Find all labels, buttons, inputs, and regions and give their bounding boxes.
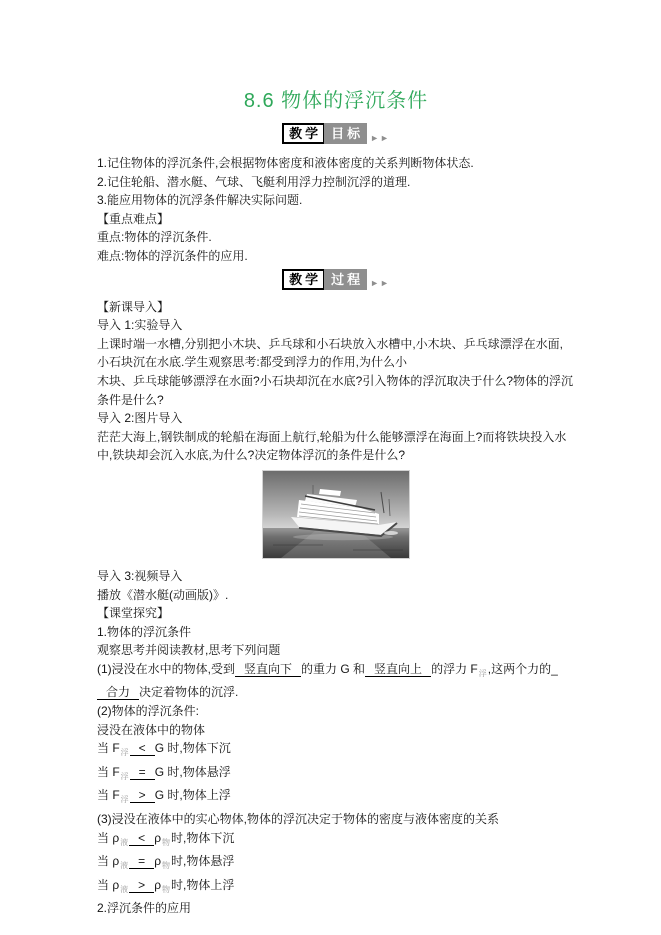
answer-blank: 竖直向下 (235, 662, 301, 677)
double-arrow-icon: ►► (370, 278, 390, 289)
text-run: 当 ρ (97, 830, 120, 845)
ship-photo-graphic (263, 471, 409, 558)
text-run: 重点:物体的浮沉条件. (97, 230, 212, 245)
teaching-goal-badge-row (97, 123, 575, 144)
text-run: 决定着物体的沉浮. (139, 685, 239, 700)
teaching-goal-badge (282, 123, 367, 144)
subscript-label: 液 (120, 861, 129, 871)
text-run: G 时,物体上浮 (154, 788, 231, 803)
text-line (97, 604, 575, 623)
text-line (97, 335, 575, 354)
text-run: 【重点难点】 (97, 211, 170, 226)
text-run: 3.能应用物体的沉浮条件解决实际问题. (97, 193, 303, 208)
text-run: 当 ρ (97, 854, 120, 869)
text-run: 【课堂探究】 (97, 606, 170, 621)
text-run: ρ (154, 877, 162, 892)
text-run: 茫茫大海上,钢铁制成的轮船在海面上航行,轮船为什么能够漂浮在海面上?而将铁块投入水 (97, 429, 567, 444)
text-run: 观察思考并阅读教材,思考下列问题 (97, 643, 281, 658)
teaching-process-badge (282, 269, 367, 290)
text-line (97, 446, 575, 465)
text-run: 2.浮沉条件的应用 (97, 901, 192, 916)
explore-section (97, 567, 575, 918)
text-line (97, 154, 575, 173)
text-line (97, 786, 575, 810)
text-line (97, 739, 575, 763)
intro-section (97, 298, 575, 465)
text-run: 上课时端一水槽,分别把小木块、乒乓球和小石块放入水槽中,小木块、乒乓球漂浮在水面, (97, 336, 564, 351)
text-run: 小石块沉在水底.学生观察思考:都受到浮力的作用,为什么小 (97, 355, 408, 370)
text-run: 时,物体下沉 (171, 830, 235, 845)
text-line (97, 586, 575, 605)
text-line (97, 641, 575, 660)
text-run: 木块、乒乓球能够漂浮在水面?小石块却沉在水底?引入物体的浮沉取决于什么?物体的浮沉 (97, 373, 574, 388)
subscript-label: 物 (162, 884, 171, 894)
text-line (97, 316, 575, 335)
answer-blank: 合力 (97, 685, 139, 700)
answer-blank: = (130, 765, 155, 780)
text-line (97, 228, 575, 247)
text-line (97, 173, 575, 192)
badge-label-right: 目标 (324, 123, 367, 144)
subscript-label: 液 (120, 884, 129, 894)
subscript-label: 浮 (120, 795, 129, 805)
badge-label-left: 教学 (282, 123, 325, 144)
text-line (97, 810, 575, 829)
answer-blank: > (130, 788, 155, 803)
text-run: 条件是什么? (97, 392, 164, 407)
subscript-label: 浮 (478, 668, 487, 678)
text-run: 时,物体悬浮 (171, 854, 235, 869)
text-line (97, 298, 575, 317)
text-line (97, 660, 575, 684)
badge-label-left: 教学 (282, 269, 325, 290)
text-line (97, 428, 575, 447)
text-run: 播放《潜水艇(动画版)》. (97, 587, 229, 602)
page-title: 8.6 物体的浮沉条件 (243, 90, 429, 112)
text-line (97, 876, 575, 900)
text-run: 难点:物体的浮沉条件的应用. (97, 248, 248, 263)
text-run: ρ (154, 854, 162, 869)
text-run: G 时,物体悬浮 (154, 764, 231, 779)
text-run: 导入 1:实验导入 (97, 318, 183, 333)
text-run: 的重力 G 和 (301, 661, 366, 676)
subscript-label: 液 (120, 837, 129, 847)
teaching-process-badge-row (97, 269, 575, 290)
text-run: 当 ρ (97, 877, 120, 892)
subscript-label: 浮 (120, 771, 129, 781)
text-line (97, 210, 575, 229)
text-line (97, 247, 575, 266)
text-line (97, 391, 575, 410)
text-line (97, 372, 575, 391)
answer-blank: 竖直向上 (365, 662, 431, 677)
text-line (97, 567, 575, 586)
text-run: 1.记住物体的浮沉条件,会根据物体密度和液体密度的关系判断物体状态. (97, 156, 474, 170)
text-line (97, 899, 575, 918)
subscript-label: 物 (162, 861, 171, 871)
text-line (97, 191, 575, 210)
text-run: G 时,物体下沉 (154, 741, 231, 756)
text-run: 导入 3:视频导入 (97, 568, 183, 583)
text-line (97, 623, 575, 642)
text-run: 1.物体的浮沉条件 (97, 624, 192, 639)
text-line (97, 683, 575, 702)
answer-blank: > (129, 878, 154, 893)
text-run: 的浮力 F (431, 661, 478, 676)
text-run: ρ (154, 830, 162, 845)
text-run: 浸没在液体中的物体 (97, 722, 206, 737)
text-run: 导入 2:图片导入 (97, 411, 183, 426)
text-run: 当 F (97, 741, 120, 756)
text-line (97, 353, 575, 372)
answer-blank: = (129, 854, 154, 869)
text-run: (2)物体的浮沉条件: (97, 704, 200, 719)
text-run: 【新课导入】 (97, 299, 170, 314)
text-line (97, 829, 575, 853)
text-line (97, 721, 575, 740)
cruise-ship-photo (262, 470, 410, 559)
answer-blank: < (129, 831, 154, 846)
text-run: 当 F (97, 764, 120, 779)
subscript-label: 物 (162, 837, 171, 847)
text-run: 2.记住轮船、潜水艇、气球、飞艇利用浮力控制沉浮的道理. (97, 174, 411, 189)
objectives-section (97, 154, 575, 266)
photo-container (97, 470, 575, 563)
text-line (97, 702, 575, 721)
double-arrow-icon: ►► (370, 132, 390, 143)
answer-blank: < (130, 741, 155, 756)
text-run: 时,物体上浮 (171, 877, 235, 892)
text-line (97, 409, 575, 428)
badge-label-right: 过程 (324, 269, 367, 290)
text-line (97, 763, 575, 787)
text-run: 当 F (97, 788, 120, 803)
text-line (97, 852, 575, 876)
text-run: 中,铁块却会沉入水底,为什么?决定物体浮沉的条件是什么? (97, 448, 406, 463)
subscript-label: 浮 (120, 748, 129, 758)
text-run: (3)浸没在液体中的实心物体,物体的浮沉决定于物体的密度与液体密度的关系 (97, 812, 500, 827)
text-run: ,这两个力的_ (487, 661, 558, 676)
text-run: (1)浸没在水中的物体,受到 (97, 661, 236, 676)
